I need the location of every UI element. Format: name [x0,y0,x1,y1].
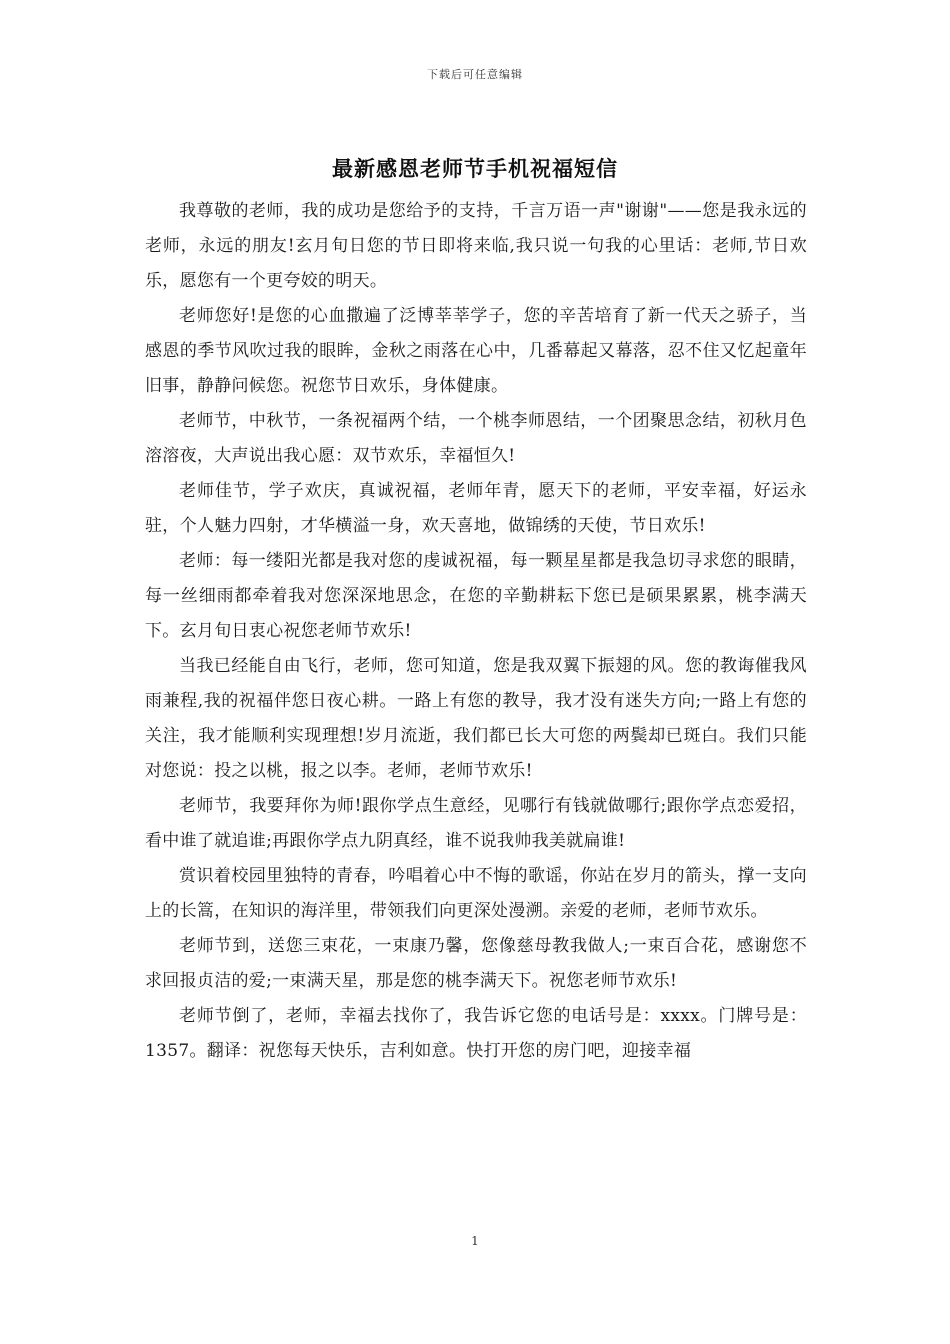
paragraph: 老师佳节，学子欢庆，真诚祝福，老师年青，愿天下的老师，平安幸福，好运永驻，个人魅力四射，才华横溢一身，欢天喜地，做锦绣的天使，节日欢乐! [145,481,807,536]
paragraph: 老师节倒了，老师，幸福去找你了，我告诉它您的电话号是：xxxx。门牌号是：1357。翻译：祝您每天快乐，吉利如意。快打开您的房门吧，迎接幸福 [145,1006,807,1061]
paragraph: 老师节，中秋节，一条祝福两个结，一个桃李师恩结，一个团聚思念结，初秋月色溶溶夜，大声说出我心愿：双节欢乐，幸福恒久! [145,411,807,466]
paragraph: 老师：每一缕阳光都是我对您的虔诚祝福，每一颗星星都是我急切寻求您的眼睛，每一丝细雨都牵着我对您深深地思念，在您的辛勤耕耘下您已是硕果累累，桃李满天下。玄月旬日衷心祝您老师节欢乐! [145,551,807,641]
document-title: 最新感恩老师节手机祝福短信 [332,157,618,181]
page-number: 1 [471,1234,479,1248]
paragraph: 老师节，我要拜你为师!跟你学点生意经，见哪行有钱就做哪行;跟你学点恋爱招，看中谁了就追谁;再跟你学点九阴真经，谁不说我帅我美就扁谁! [145,796,807,851]
header-note: 下载后可任意编辑 [427,68,523,81]
paragraph: 老师您好!是您的心血撒遍了泛博莘莘学子，您的辛苦培育了新一代天之骄子，当感恩的季节风吹过我的眼眸，金秋之雨落在心中，几番幕起又幕落，忍不住又忆起童年旧事，静静问候您。祝您节日欢乐，身体健康。 [145,306,807,396]
paragraph: 老师节到，送您三束花，一束康乃馨，您像慈母教我做人;一束百合花，感谢您不求回报贞洁的爱;一束满天星，那是您的桃李满天下。祝您老师节欢乐! [145,936,807,991]
paragraph: 我尊敬的老师，我的成功是您给予的支持，千言万语一声"谢谢"——您是我永远的老师，永远的朋友!玄月旬日您的节日即将来临,我只说一句我的心里话：老师,节日欢乐，愿您有一个更夸姣的明天。 [145,201,807,291]
paragraph: 赏识着校园里独特的青春，吟唱着心中不悔的歌谣，你站在岁月的箭头，撑一支向上的长篙，在知识的海洋里，带领我们向更深处漫溯。亲爱的老师，老师节欢乐。 [145,866,807,921]
document-body [145,194,807,1069]
paragraph: 当我已经能自由飞行，老师，您可知道，您是我双翼下振翅的风。您的教诲催我风雨兼程,我的祝福伴您日夜心耕。一路上有您的教导，我才没有迷失方向;一路上有您的关注，我才能顺利实现理想!岁月流逝，我们都已长大可您的两鬓却已斑白。我们只能对您说：投之以桃，报之以李。老师，老师节欢乐! [145,656,807,781]
